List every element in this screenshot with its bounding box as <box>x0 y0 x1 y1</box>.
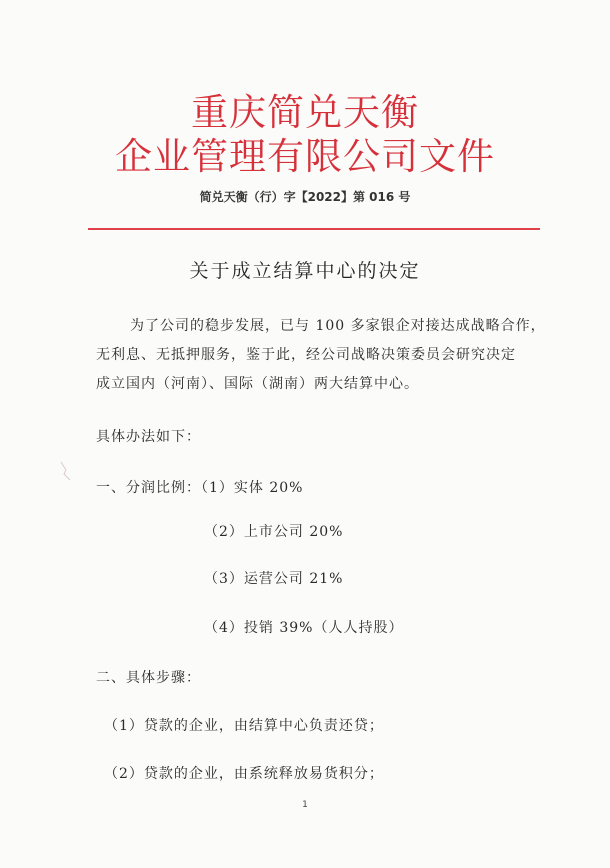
document-subject: 关于成立结算中心的决定 <box>189 260 421 282</box>
methods-heading: 具体办法如下： <box>96 429 201 445</box>
profit-share-item-3: （3）运营公司 21% <box>204 571 344 587</box>
intro-paragraph-line2: 无利息、无抵押服务，鉴于此，经公司战略决策委员会研究决定 <box>96 347 516 363</box>
step-item-2: （2）贷款的企业，由系统释放易货积分； <box>104 766 384 782</box>
header-divider <box>88 228 540 230</box>
step-item-1: （1）贷款的企业，由结算中心负责还贷； <box>104 718 384 734</box>
scan-smudge-mark <box>58 460 76 484</box>
intro-paragraph-line1: 为了公司的稳步发展，已与 100 多家银企对接达成战略合作， <box>130 318 546 334</box>
profit-share-item-2: （2）上市公司 20% <box>204 524 344 540</box>
profit-share-item-1: 一、分润比例：（1）实体 20% <box>96 480 304 496</box>
document-header-title-line1: 重庆简兑天衡 <box>191 91 419 134</box>
page-number: 1 <box>302 800 308 810</box>
steps-heading: 二、具体步骤： <box>96 670 201 686</box>
document-header-title-line2: 企业管理有限公司文件 <box>115 135 495 178</box>
profit-share-item-4: （4）投销 39%（人人持股） <box>204 620 404 636</box>
document-number: 简兑天衡（行）字【2022】第 016 号 <box>199 190 411 204</box>
intro-paragraph-line3: 成立国内（河南）、国际（湖南）两大结算中心。 <box>96 376 419 392</box>
